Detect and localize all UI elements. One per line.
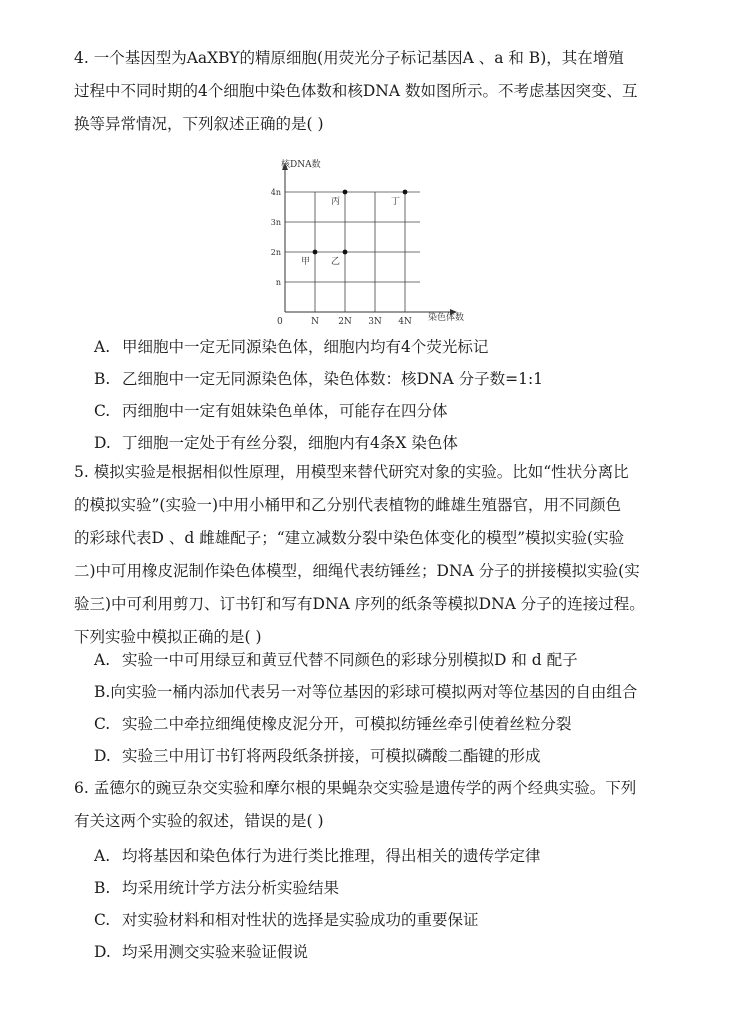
option-letter: B. <box>94 879 111 897</box>
x-axis-label: 染色体数 <box>428 313 465 323</box>
q6-line: 有关这两个实验的叙述，错误的是( ) <box>74 812 324 830</box>
option-letter: A. <box>94 651 111 669</box>
y-tick-label: 2n <box>270 248 281 257</box>
option-text: 均采用测交实验来验证假说 <box>122 943 309 961</box>
y-tick-label: n <box>275 278 281 287</box>
chart-ticks <box>271 188 412 325</box>
option-letter: C. <box>94 402 111 420</box>
question-4-stem <box>74 42 674 141</box>
option-text: 丁细胞一定处于有丝分裂，细胞内有4条X 染色体 <box>122 434 458 452</box>
chart-grid <box>285 192 420 312</box>
option-text: 向实验一桶内添加代表另一对等位基因的彩球可模拟两对等位基因的自由组合 <box>110 683 638 701</box>
q4-option-c <box>94 401 448 421</box>
option-letter: D. <box>94 747 111 765</box>
q4-option-d <box>94 433 458 453</box>
q5-option-c <box>94 714 572 734</box>
data-point-label: 丙 <box>330 197 340 207</box>
q6-option-c <box>94 910 479 930</box>
data-point <box>343 190 348 195</box>
question-6-stem <box>74 772 674 838</box>
option-letter: C. <box>94 715 111 733</box>
option-letter: D. <box>94 434 111 452</box>
q6-option-d <box>94 942 308 962</box>
question-5-stem <box>74 456 674 654</box>
dna-chromosome-chart <box>262 155 472 325</box>
q4-line: 过程中不同时期的4个细胞中染色体数和核DNA 数如图所示。不考虑基因突变、互 <box>74 82 638 100</box>
option-text: 实验一中可用绿豆和黄豆代替不同颜色的彩球分别模拟D 和 d 配子 <box>122 651 578 669</box>
option-letter: A. <box>94 338 111 356</box>
q6-line: 6. 孟德尔的豌豆杂交实验和摩尔根的果蝇杂交实验是遗传学的两个经典实验。下列 <box>74 779 637 797</box>
option-letter: B. <box>94 683 111 701</box>
x-tick-label: 2N <box>338 317 352 325</box>
data-point-label: 甲 <box>300 257 310 267</box>
chart-axes <box>277 158 464 325</box>
x-tick-label: N <box>311 317 319 325</box>
option-letter: C. <box>94 911 111 929</box>
data-point <box>343 250 348 255</box>
option-letter: B. <box>94 370 111 388</box>
q5-line: 5. 模拟实验是根据相似性原理，用模型来替代研究对象的实验。比如“性状分离比 <box>74 463 629 481</box>
origin-label: 0 <box>277 317 283 325</box>
q5-line: 的模拟实验”(实验一)中用小桶甲和乙分别代表植物的雌雄生殖器官，用不同颜色 <box>74 496 622 514</box>
q4-line: 4. 一个基因型为AaXBY的精原细胞(用荧光分子标记基因A 、a 和 B)，其在增殖 <box>74 49 624 67</box>
x-tick-label: 3N <box>368 317 382 325</box>
option-text: 甲细胞中一定无同源染色体，细胞内均有4个荧光标记 <box>122 338 489 356</box>
q5-line: 的彩球代表D 、d 雌雄配子；“建立减数分裂中染色体变化的模型”模拟实验(实验 <box>74 529 625 547</box>
q4-option-a <box>94 337 488 357</box>
option-text: 均将基因和染色体行为进行类比推理，得出相关的遗传学定律 <box>122 847 541 865</box>
chart-points <box>301 190 407 267</box>
data-point-label: 乙 <box>330 257 340 267</box>
x-tick-label: 4N <box>398 317 412 325</box>
q6-option-b <box>94 878 339 898</box>
option-text: 乙细胞中一定无同源染色体，染色体数：核DNA 分子数=1:1 <box>122 370 544 388</box>
data-point <box>403 190 408 195</box>
option-text: 实验三中用订书钉将两段纸条拼接，可模拟磷酸二酯键的形成 <box>122 747 541 765</box>
y-tick-label: 4n <box>270 188 281 197</box>
option-text: 实验二中牵拉细绳使橡皮泥分开，可模拟纺锤丝牵引使着丝粒分裂 <box>122 715 572 733</box>
q5-option-b <box>94 682 637 702</box>
option-text: 丙细胞中一定有姐妹染色单体，可能存在四分体 <box>122 402 448 420</box>
q4-line: 换等异常情况，下列叙述正确的是( ) <box>74 115 324 133</box>
q5-option-a <box>94 650 578 670</box>
y-tick-label: 3n <box>270 218 281 227</box>
q5-line: 验三)中可利用剪刀、订书钉和写有DNA 序列的纸条等模拟DNA 分子的连接过程。 <box>74 595 645 613</box>
q4-option-b <box>94 369 543 389</box>
q6-option-a <box>94 846 541 866</box>
q5-line: 二)中可用橡皮泥制作染色体模型，细绳代表纺锤丝；DNA 分子的拼接模拟实验(实 <box>74 562 640 580</box>
option-letter: A. <box>94 847 111 865</box>
q5-option-d <box>94 746 541 766</box>
data-point-label: 丁 <box>390 197 400 207</box>
y-axis-label: 核DNA数 <box>281 160 321 170</box>
q5-line: 下列实验中模拟正确的是( ) <box>74 628 262 646</box>
option-text: 对实验材料和相对性状的选择是实验成功的重要保证 <box>122 911 479 929</box>
option-text: 均采用统计学方法分析实验结果 <box>122 879 340 897</box>
data-point <box>313 250 318 255</box>
option-letter: D. <box>94 943 111 961</box>
